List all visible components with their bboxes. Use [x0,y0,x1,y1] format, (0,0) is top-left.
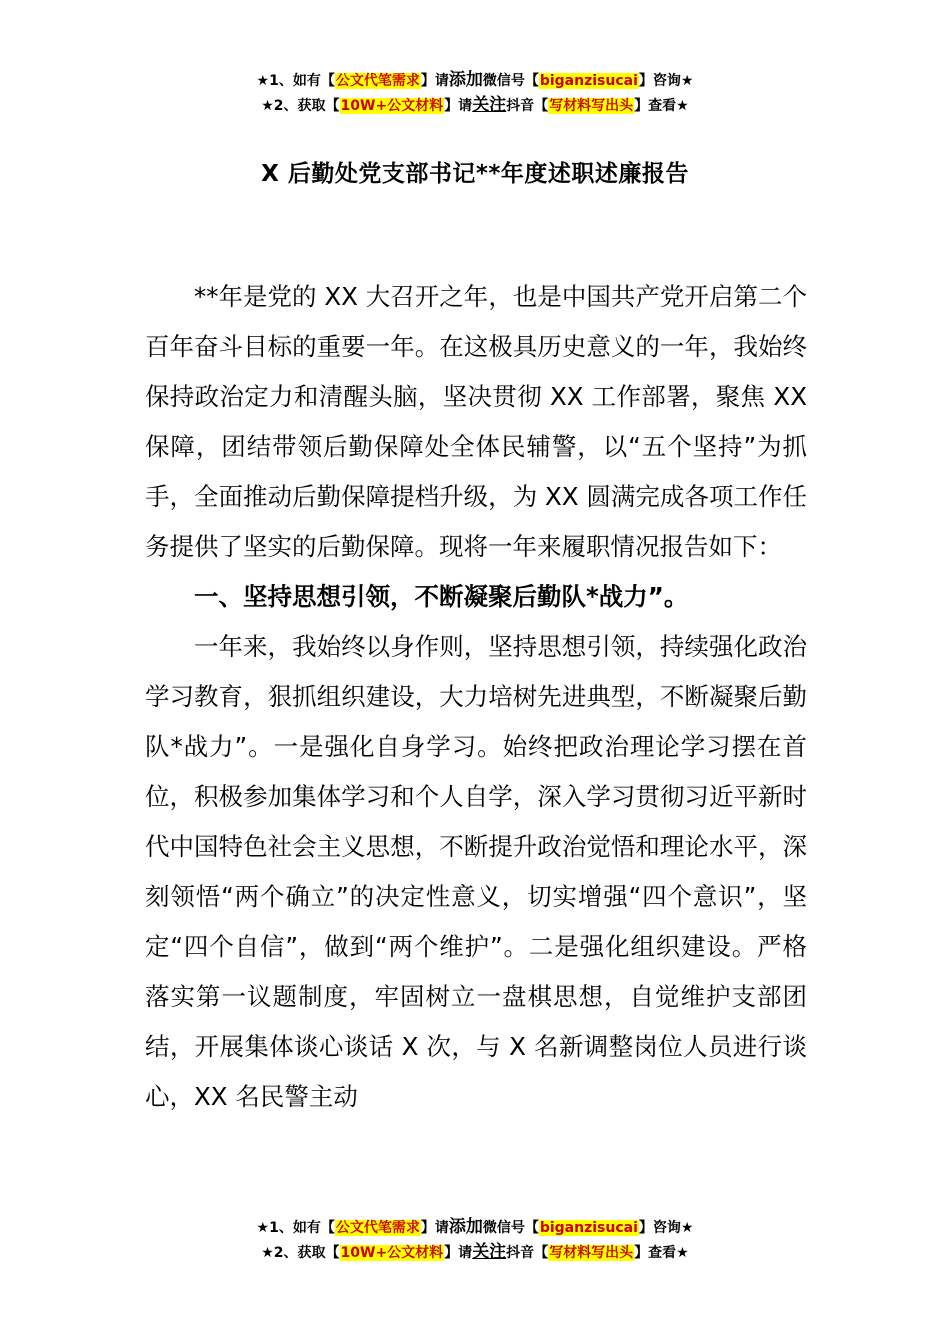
banner-highlight: 10W+公文材料 [340,1245,444,1261]
banner-highlight: 10W+公文材料 [340,98,444,114]
banner-text: 】请 [444,1245,473,1261]
banner-text: 微信号【 [482,1220,539,1236]
banner-text: 】请 [420,1220,449,1236]
banner-line-1 [0,1215,950,1240]
banner-text: 】查看★ [634,98,689,114]
banner-line-2 [0,93,950,118]
bottom-banner [0,1215,950,1265]
document-body [145,272,807,1122]
banner-text: 】咨询★ [638,73,694,89]
top-banner [0,68,950,118]
banner-text: ★1、如有【 [256,73,335,89]
body-paragraph: 一年来，我始终以身作则，坚持思想引领，持续强化政治学习教育，狠抓组织建设，大力培树先进典型，不断凝聚后勤队*战力”。一是强化自身学习。始终把政治理论学习摆在首位，积极参加集体学习和个人自学，深入学习贯彻习近平新时代中国特色社会主义思想，不断提升政治觉悟和理论水平，深刻领悟“两个确立”的决定性意义，切实增强“四个意识”，坚定“四个自信”，做到“两个维护”。二是强化组织建设。严格落实第一议题制度，牢固树立一盘棋思想，自觉维护支部团结，开展集体谈心谈话 X 次，与 X 名新调整岗位人员进行谈心，XX 名民警主动 [145,632,807,1111]
banner-text: 抖音【 [506,1245,549,1261]
douyin-id-highlight: 写材料写出头 [549,1245,634,1261]
douyin-id-highlight: 写材料写出头 [549,98,634,114]
banner-emphasis: 添加 [448,1217,483,1237]
wechat-id-highlight: biganzisucai [539,73,638,89]
banner-text: 抖音【 [506,98,549,114]
banner-highlight: 公文代笔需求 [335,1220,420,1236]
banner-line-2 [0,1240,950,1265]
banner-emphasis: 关注 [472,1242,507,1262]
banner-line-1 [0,68,950,93]
banner-emphasis: 添加 [448,70,483,90]
banner-text: 】请 [444,98,473,114]
document-title: X 后勤处党支部书记**年度述职述廉报告 [261,161,689,187]
banner-emphasis: 关注 [472,95,507,115]
banner-text: ★2、获取【 [261,98,340,114]
banner-text: 微信号【 [482,73,539,89]
intro-paragraph: **年是党的 XX 大召开之年，也是中国共产党开启第二个百年奋斗目标的重要一年。在这极具历史意义的一年，我始终保持政治定力和清醒头脑，坚决贯彻 XX 工作部署，聚焦 XX 保障，团结带领后勤保障处全体民辅警，以“五个坚持”为抓手，全面推动后勤保障提档升级，为 XX 圆满完成各项工作任务提供了坚实的后勤保障。现将一年来履职情况报告如下： [145,282,807,561]
banner-highlight: 公文代笔需求 [335,73,420,89]
banner-text: ★2、获取【 [261,1245,340,1261]
banner-text: 】咨询★ [638,1220,694,1236]
section-heading-1: 一、坚持思想引领，不断凝聚后勤队*战力”。 [194,582,689,611]
wechat-id-highlight: biganzisucai [539,1220,638,1236]
banner-text: 】请 [420,73,449,89]
banner-text: 】查看★ [634,1245,689,1261]
banner-text: ★1、如有【 [256,1220,335,1236]
